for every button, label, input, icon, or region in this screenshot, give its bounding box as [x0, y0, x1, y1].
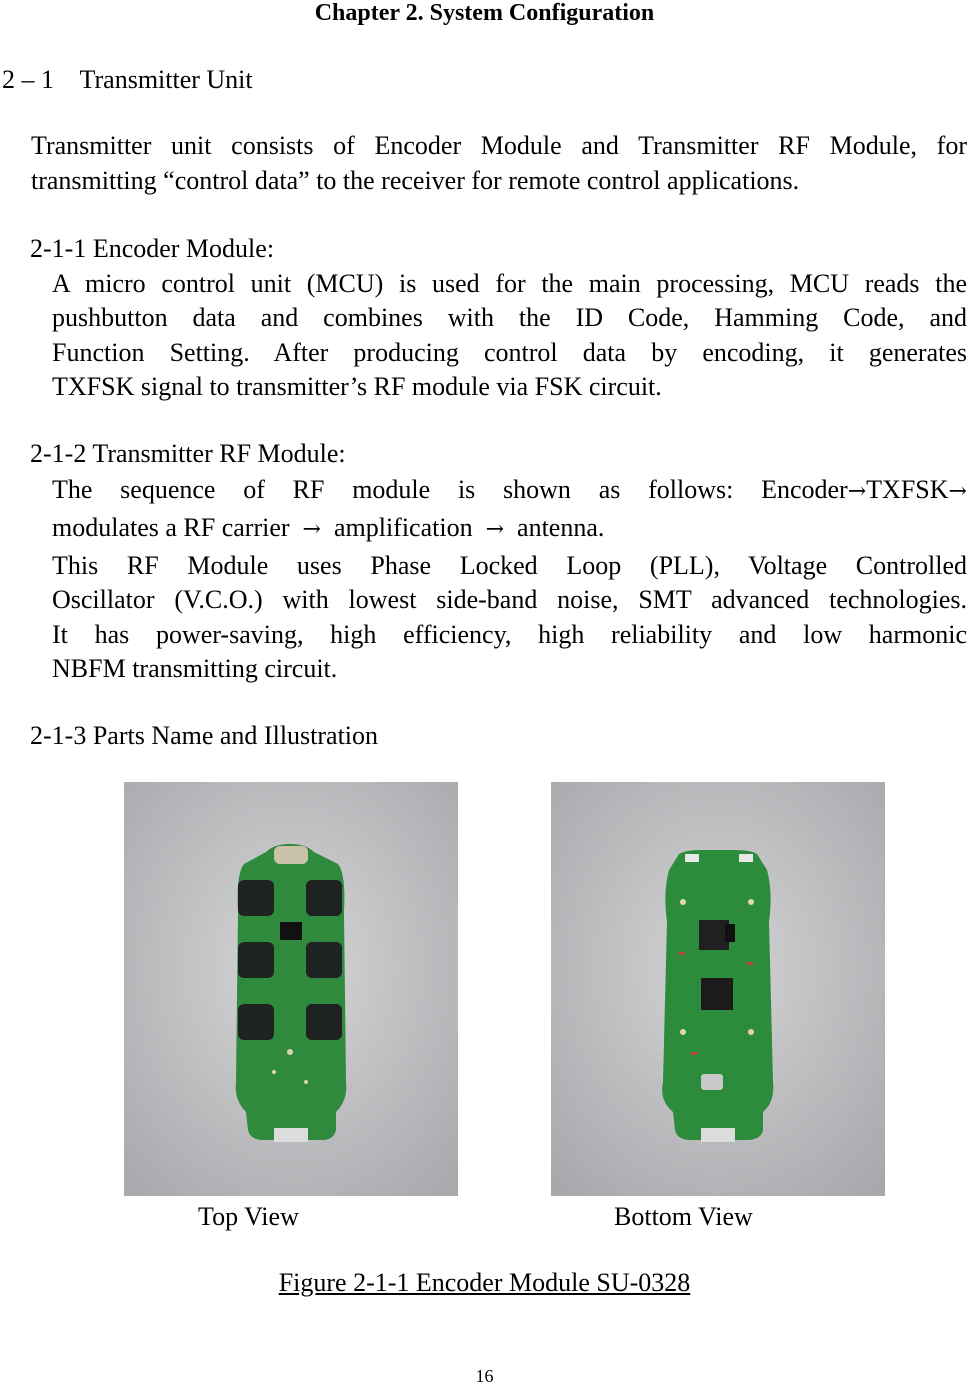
rf-line-2: Oscillator (V.C.O.) with lowest side-band noise, SMT advanced technologies. [52, 585, 967, 614]
seq-word: shown [503, 475, 571, 504]
seq-word: module [352, 475, 431, 504]
seq-word: TXFSK [866, 475, 949, 504]
seq-word: of [243, 475, 265, 504]
top-view-photo [124, 782, 458, 1196]
seq-word: as [598, 475, 621, 504]
bottom-view-caption: Bottom View [614, 1202, 753, 1231]
section-title: Transmitter Unit [79, 65, 253, 94]
parts-heading: 2-1-3 Parts Name and Illustration [30, 721, 379, 750]
encoder-module-heading: 2-1-1 Encoder Module: [30, 234, 275, 263]
right-arrow-icon: → [847, 479, 867, 504]
rf-line-3: It has power-saving, high efficiency, high reliability and low harmonic [52, 620, 967, 649]
encoder-line-1: A micro control unit (MCU) is used for the main processing, MCU reads the [52, 269, 967, 298]
encoder-line-3: Function Setting. After producing control data by encoding, it generates [52, 338, 967, 367]
seq-part: antenna. [517, 513, 605, 542]
rf-line-1: This RF Module uses Phase Locked Loop (PLL), Voltage Controlled [52, 551, 967, 580]
right-arrow-icon: → [485, 517, 505, 542]
seq-tail [761, 473, 967, 509]
rf-sequence-line-2 [52, 511, 967, 547]
bottom-view-photo [551, 782, 885, 1196]
pcb-top-illustration [124, 782, 458, 1196]
seq-part: modulates a RF carrier [52, 513, 290, 542]
encoder-line-2: pushbutton data and combines with the ID Code, Hamming Code, and [52, 303, 967, 332]
seq-word: sequence [120, 475, 216, 504]
seq-word: RF [292, 475, 325, 504]
seq-word: is [457, 475, 476, 504]
right-arrow-icon: → [948, 479, 967, 504]
seq-word: Encoder [761, 475, 848, 504]
rf-module-heading: 2-1-2 Transmitter RF Module: [30, 439, 346, 468]
intro-paragraph: Transmitter unit consists of Encoder Module and Transmitter RF Module, for transmitting “control data” to the receiver for remote control applications. [31, 131, 967, 195]
chapter-title: Chapter 2. System Configuration [314, 0, 655, 26]
rf-sequence-line-1 [52, 473, 967, 509]
figure-caption: Figure 2-1-1 Encoder Module SU-0328 [278, 1268, 691, 1297]
right-arrow-icon: → [302, 517, 321, 542]
pcb-bottom-illustration [551, 782, 885, 1196]
seq-part: amplification [333, 513, 473, 542]
top-view-caption: Top View [198, 1202, 299, 1231]
rf-line-4: NBFM transmitting circuit. [52, 654, 338, 683]
seq-word: follows: [648, 475, 734, 504]
section-heading [2, 66, 253, 94]
seq-word: The [52, 475, 93, 504]
section-number: 2 – 1 [2, 65, 54, 94]
page-number: 16 [475, 1366, 494, 1386]
encoder-line-4: TXFSK signal to transmitter’s RF module via FSK circuit. [52, 372, 662, 401]
